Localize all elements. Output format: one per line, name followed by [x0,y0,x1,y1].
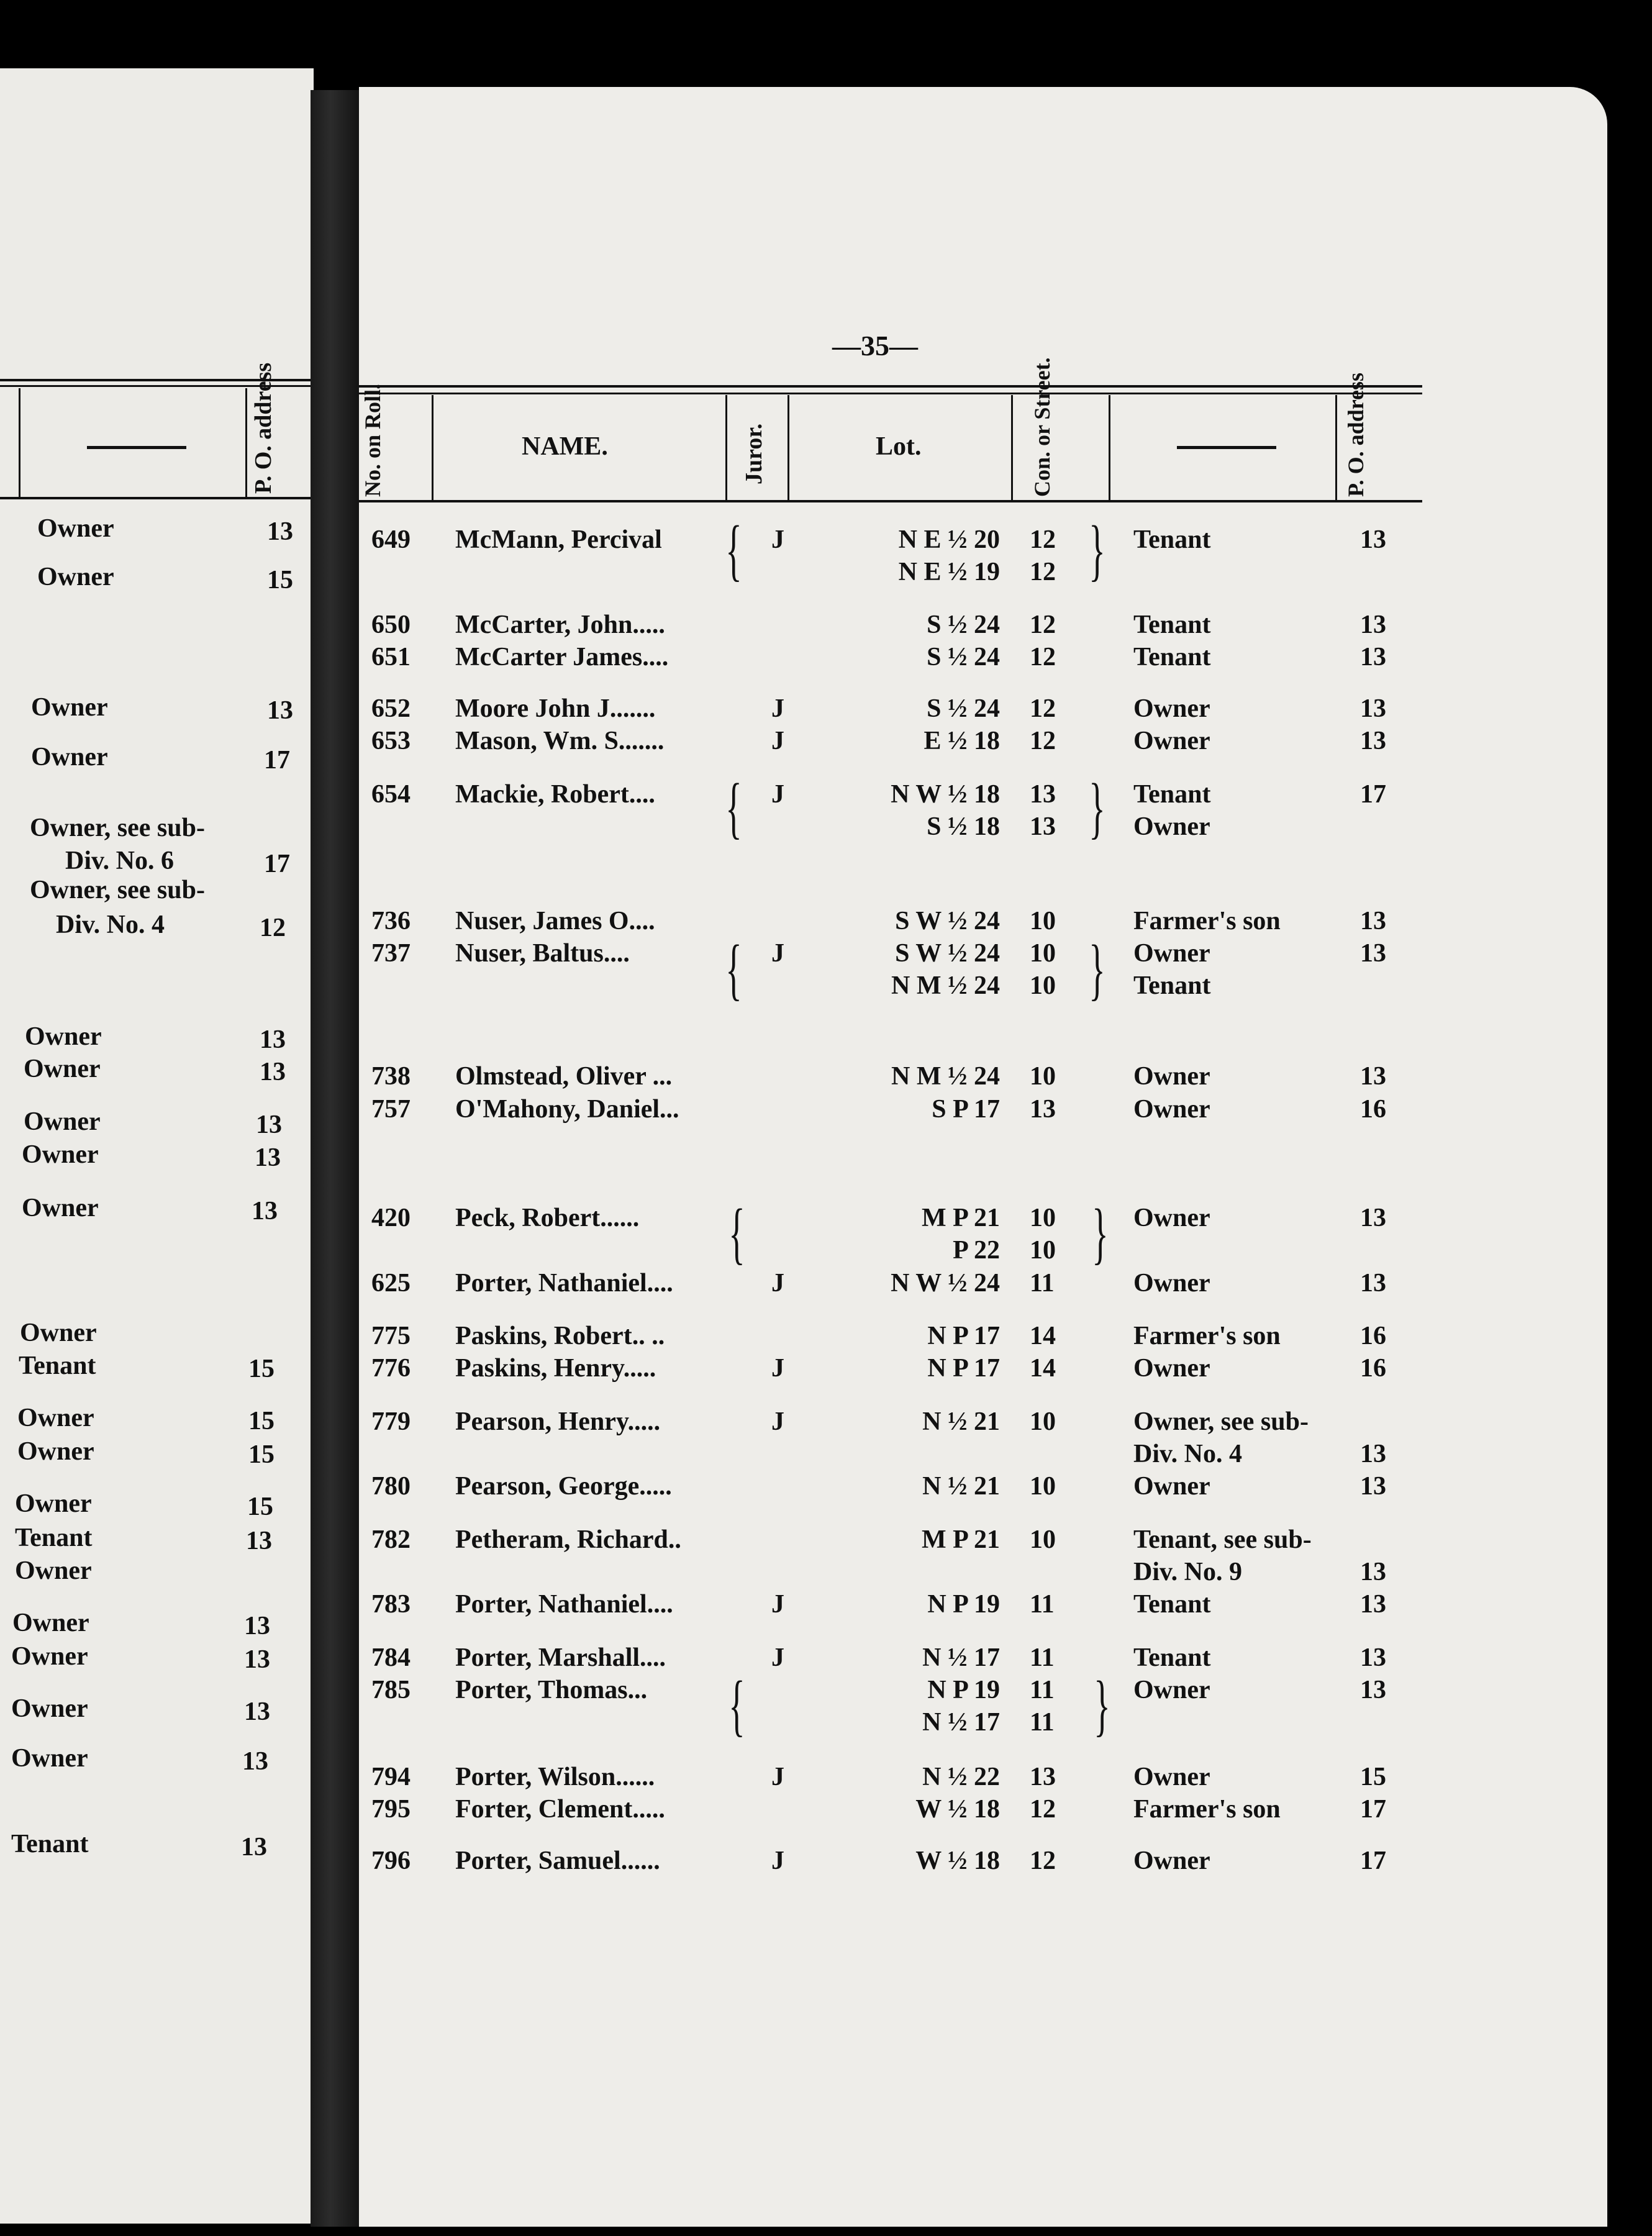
lot-cell: N P 17 [927,1354,1000,1383]
occupation-cell: Owner [1133,1676,1210,1704]
concession-cell: 13 [1030,1095,1056,1124]
name-cell: Mackie, Robert.... [455,780,655,809]
occupation-cell: Owner [1133,1472,1210,1501]
lot-cell: N W ½ 18 [891,780,1000,809]
roll-number-cell: 785 [371,1676,411,1704]
concession-cell: 12 [1030,525,1056,554]
left-po-cell: 13 [244,1645,270,1674]
po-address-cell: 13 [1360,727,1386,755]
left-po-cell: 13 [260,1058,286,1086]
lot-cell: N M ½ 24 [891,971,1000,1000]
brace-mark: } [1094,1667,1110,1743]
roll-number-cell: 736 [371,907,411,935]
left-occupation-cell: Owner [12,1609,89,1637]
left-po-cell: 15 [248,1355,275,1383]
header-divider [725,395,727,501]
occupation-cell: Tenant [1133,1643,1211,1672]
lot-cell: S ½ 24 [927,643,1000,671]
brace-mark: } [1089,512,1105,588]
header-divider [1109,395,1110,501]
juror-header: Juror. [741,423,767,484]
concession-cell: 10 [1030,971,1056,1000]
left-occupation-cell: Tenant [19,1352,96,1380]
left-occupation-cell: Owner [20,1319,97,1347]
left-po-cell: 13 [260,1025,286,1054]
occupation-cell: Farmer's son [1133,1322,1281,1350]
concession-cell: 12 [1030,1847,1056,1875]
lot-cell: M P 21 [922,1204,1000,1232]
lot-cell: S ½ 18 [927,812,1000,841]
occupation-cell: Owner [1133,1204,1210,1232]
left-occupation-cell: Div. No. 4 [56,911,165,939]
roll-number-cell: 757 [371,1095,411,1124]
concession-cell: 13 [1030,1763,1056,1791]
lot-cell: N E ½ 20 [898,525,1000,554]
concession-cell: 14 [1030,1354,1056,1383]
brace-mark: { [725,931,742,1007]
left-po-cell: 13 [256,1111,282,1139]
po-address-cell: 13 [1360,525,1386,554]
occupation-cell: Div. No. 4 [1133,1440,1243,1468]
name-cell: Peck, Robert...... [455,1204,640,1232]
po-address-cell: 15 [1360,1763,1386,1791]
header-rule-top2 [359,393,1422,394]
concession-cell: 10 [1030,939,1056,968]
name-cell: McCarter James.... [455,643,669,671]
concession-cell: 13 [1030,780,1056,809]
roll-number-cell: 775 [371,1322,411,1350]
lot-cell: S W ½ 24 [895,907,1000,935]
lot-cell: S ½ 24 [927,611,1000,639]
left-header-divider [245,388,247,497]
roll-number-cell: 420 [371,1204,411,1232]
name-cell: McCarter, John..... [455,611,665,639]
lot-cell: N W ½ 24 [891,1269,1000,1298]
name-cell: Paskins, Robert.. .. [455,1322,665,1350]
occupation-cell: Tenant [1133,643,1211,671]
lot-cell: N ½ 21 [922,1472,1000,1501]
brace-mark: { [728,1195,745,1271]
juror-cell: J [771,1354,784,1383]
name-cell: Porter, Marshall.... [455,1643,666,1672]
roll-number-cell: 651 [371,643,411,671]
header-rule-bottom [359,500,1422,502]
name-cell: Porter, Thomas... [455,1676,648,1704]
occupation-cell: Owner [1133,1095,1210,1124]
lot-cell: N M ½ 24 [891,1062,1000,1091]
lot-cell: N E ½ 19 [898,558,1000,586]
lot-header: Lot. [876,432,922,461]
po-address-cell: 13 [1360,1643,1386,1672]
left-occupation-cell: Owner [15,1489,92,1518]
concession-cell: 14 [1030,1322,1056,1350]
occupation-cell: Farmer's son [1133,907,1281,935]
concession-cell: 11 [1030,1643,1055,1672]
po-address-cell: 13 [1360,1062,1386,1091]
lot-cell: S W ½ 24 [895,939,1000,968]
po-address-cell: 17 [1360,780,1386,809]
left-header-rule-bottom [0,497,311,499]
concession-cell: 11 [1030,1676,1055,1704]
name-cell: Porter, Nathaniel.... [455,1590,673,1619]
occupation-cell: Tenant [1133,971,1211,1000]
left-occupation-cell: Owner [37,514,114,543]
juror-cell: J [771,1590,784,1619]
left-po-cell: 15 [267,566,293,594]
lot-cell: N P 17 [927,1322,1000,1350]
lot-cell: P 22 [953,1236,1000,1265]
concession-cell: 11 [1030,1590,1055,1619]
left-occupation-cell: Owner [31,693,108,722]
left-occupation-cell: Owner, see sub- [30,814,205,842]
occupation-cell: Owner [1133,1354,1210,1383]
left-po-cell: 13 [255,1143,281,1172]
po-address-cell: 13 [1360,1676,1386,1704]
brace-mark: { [725,512,742,588]
concession-cell: 12 [1030,643,1056,671]
page-number: —35— [832,330,918,361]
po-header: P. O. address [1343,372,1368,497]
lot-cell: N P 19 [927,1676,1000,1704]
po-address-cell: 16 [1360,1354,1386,1383]
left-po-cell: 15 [247,1493,273,1521]
lot-cell: M P 21 [922,1525,1000,1554]
juror-cell: J [771,1847,784,1875]
lot-cell: N ½ 22 [922,1763,1000,1791]
concession-cell: 10 [1030,907,1056,935]
left-po-cell: 15 [248,1440,275,1469]
name-cell: O'Mahony, Daniel... [455,1095,679,1124]
left-occupation-header-dash [87,446,186,449]
po-address-cell: 13 [1360,643,1386,671]
po-address-cell: 13 [1360,694,1386,723]
left-po-cell: 17 [264,850,290,878]
concession-cell: 11 [1030,1269,1055,1298]
roll-number-cell: 795 [371,1795,411,1824]
left-occupation-cell: Owner [15,1557,92,1585]
po-address-cell: 13 [1360,939,1386,968]
roll-number-cell: 779 [371,1407,411,1436]
name-cell: Porter, Wilson...... [455,1763,655,1791]
occupation-cell: Owner [1133,812,1210,841]
left-po-cell: 13 [246,1527,272,1555]
roll-number-cell: 737 [371,939,411,968]
roll-number-cell: 654 [371,780,411,809]
concession-cell: 10 [1030,1525,1056,1554]
name-cell: Moore John J....... [455,694,656,723]
juror-cell: J [771,1269,784,1298]
left-po-cell: 13 [244,1612,270,1640]
roll-number-cell: 783 [371,1590,411,1619]
occupation-cell: Tenant [1133,611,1211,639]
header-rule-top [359,385,1422,388]
juror-cell: J [771,1643,784,1672]
roll-number-cell: 738 [371,1062,411,1091]
po-address-cell: 13 [1360,1440,1386,1468]
name-cell: McMann, Percival [455,525,662,554]
concession-cell: 12 [1030,558,1056,586]
occupation-cell: Owner [1133,694,1210,723]
po-address-cell: 13 [1360,1590,1386,1619]
brace-mark: { [728,1667,745,1743]
concession-cell: 10 [1030,1407,1056,1436]
occupation-cell: Owner [1133,1847,1210,1875]
lot-cell: W ½ 18 [915,1795,1000,1824]
con-header: Con. or Street. [1030,357,1055,497]
po-address-cell: 13 [1360,1558,1386,1586]
name-cell: Mason, Wm. S....... [455,727,665,755]
brace-mark: } [1089,931,1105,1007]
concession-cell: 10 [1030,1204,1056,1232]
occupation-cell: Tenant [1133,1590,1211,1619]
brace-mark: } [1089,770,1105,845]
lot-cell: N ½ 17 [922,1643,1000,1672]
name-cell: Petheram, Richard.. [455,1525,681,1554]
occupation-cell: Farmer's son [1133,1795,1281,1824]
roll-number-cell: 650 [371,611,411,639]
po-address-cell: 13 [1360,907,1386,935]
juror-cell: J [771,1763,784,1791]
juror-cell: J [771,694,784,723]
occupation-cell: Owner, see sub- [1133,1407,1309,1436]
left-occupation-cell: Owner [17,1404,94,1432]
concession-cell: 12 [1030,1795,1056,1824]
left-po-header: P. O. address [250,362,276,494]
left-po-cell: 13 [241,1833,267,1861]
name-cell: Olmstead, Oliver ... [455,1062,673,1091]
lot-cell: N ½ 21 [922,1407,1000,1436]
occupation-cell: Owner [1133,939,1210,968]
left-occupation-cell: Owner [22,1194,99,1222]
left-occupation-cell: Owner [11,1744,88,1773]
concession-cell: 10 [1030,1062,1056,1091]
occupation-header-dash [1177,446,1276,449]
juror-cell: J [771,727,784,755]
lot-cell: W ½ 18 [915,1847,1000,1875]
header-divider [1335,395,1337,501]
concession-cell: 13 [1030,812,1056,841]
po-address-cell: 17 [1360,1847,1386,1875]
po-address-cell: 13 [1360,611,1386,639]
header-divider [1011,395,1013,501]
po-address-cell: 17 [1360,1795,1386,1824]
left-occupation-cell: Owner [31,743,108,771]
name-cell: Porter, Nathaniel.... [455,1269,673,1298]
concession-cell: 10 [1030,1236,1056,1265]
occupation-cell: Tenant [1133,525,1211,554]
lot-cell: N P 19 [927,1590,1000,1619]
left-occupation-cell: Owner [11,1642,88,1671]
left-occupation-cell: Div. No. 6 [65,847,175,875]
left-po-cell: 13 [267,696,293,725]
left-occupation-cell: Owner [24,1055,101,1083]
lot-cell: E ½ 18 [924,727,1000,755]
po-address-cell: 13 [1360,1269,1386,1298]
name-cell: Pearson, George..... [455,1472,672,1501]
lot-cell: S P 17 [932,1095,1000,1124]
occupation-cell: Tenant [1133,780,1211,809]
left-occupation-cell: Owner [22,1140,99,1169]
juror-cell: J [771,1407,784,1436]
left-occupation-cell: Owner [11,1694,88,1723]
brace-mark: } [1092,1195,1109,1271]
occupation-cell: Owner [1133,1062,1210,1091]
occupation-cell: Owner [1133,1269,1210,1298]
occupation-cell: Div. No. 9 [1133,1558,1243,1586]
right-page [359,87,1607,2227]
roll-number-cell: 780 [371,1472,411,1501]
concession-cell: 12 [1030,611,1056,639]
occupation-cell: Owner [1133,727,1210,755]
left-occupation-cell: Tenant [11,1830,89,1858]
roll-number-cell: 652 [371,694,411,723]
left-occupation-cell: Tenant [15,1524,93,1552]
left-occupation-cell: Owner [25,1022,102,1051]
left-occupation-cell: Owner, see sub- [30,876,205,904]
concession-cell: 11 [1030,1708,1055,1737]
name-header: NAME. [522,432,608,461]
occupation-cell: Owner [1133,1763,1210,1791]
lot-cell: S ½ 24 [927,694,1000,723]
roll-number-cell: 649 [371,525,411,554]
juror-cell: J [771,780,784,809]
po-address-cell: 13 [1360,1472,1386,1501]
roll-number-cell: 782 [371,1525,411,1554]
left-po-cell: 15 [248,1407,275,1435]
left-po-cell: 13 [252,1197,278,1225]
left-header-divider [19,388,20,497]
name-cell: Pearson, Henry..... [455,1407,661,1436]
brace-mark: { [725,770,742,845]
concession-cell: 10 [1030,1472,1056,1501]
header-divider [432,395,433,501]
roll-number-cell: 653 [371,727,411,755]
left-occupation-cell: Owner [24,1107,101,1136]
occupation-cell: Tenant, see sub- [1133,1525,1312,1554]
left-occupation-cell: Owner [17,1437,94,1466]
lot-cell: N ½ 17 [922,1708,1000,1737]
left-po-cell: 13 [267,517,293,546]
roll-number-cell: 776 [371,1354,411,1383]
book-gutter [311,90,360,2227]
juror-cell: J [771,939,784,968]
name-cell: Nuser, Baltus.... [455,939,630,968]
po-address-cell: 13 [1360,1204,1386,1232]
left-po-cell: 12 [260,914,286,942]
po-address-cell: 16 [1360,1095,1386,1124]
name-cell: Porter, Samuel...... [455,1847,660,1875]
left-po-cell: 13 [244,1697,270,1726]
left-po-cell: 17 [264,746,290,775]
roll-number-cell: 794 [371,1763,411,1791]
header-divider [787,395,789,501]
left-occupation-cell: Owner [37,563,114,591]
name-cell: Paskins, Henry..... [455,1354,656,1383]
roll-number-cell: 784 [371,1643,411,1672]
roll-header: No. on Roll. [360,383,385,497]
concession-cell: 12 [1030,694,1056,723]
juror-cell: J [771,525,784,554]
roll-number-cell: 796 [371,1847,411,1875]
po-address-cell: 16 [1360,1322,1386,1350]
name-cell: Nuser, James O.... [455,907,655,935]
left-po-cell: 13 [242,1747,268,1776]
name-cell: Forter, Clement..... [455,1795,665,1824]
roll-number-cell: 625 [371,1269,411,1298]
concession-cell: 12 [1030,727,1056,755]
